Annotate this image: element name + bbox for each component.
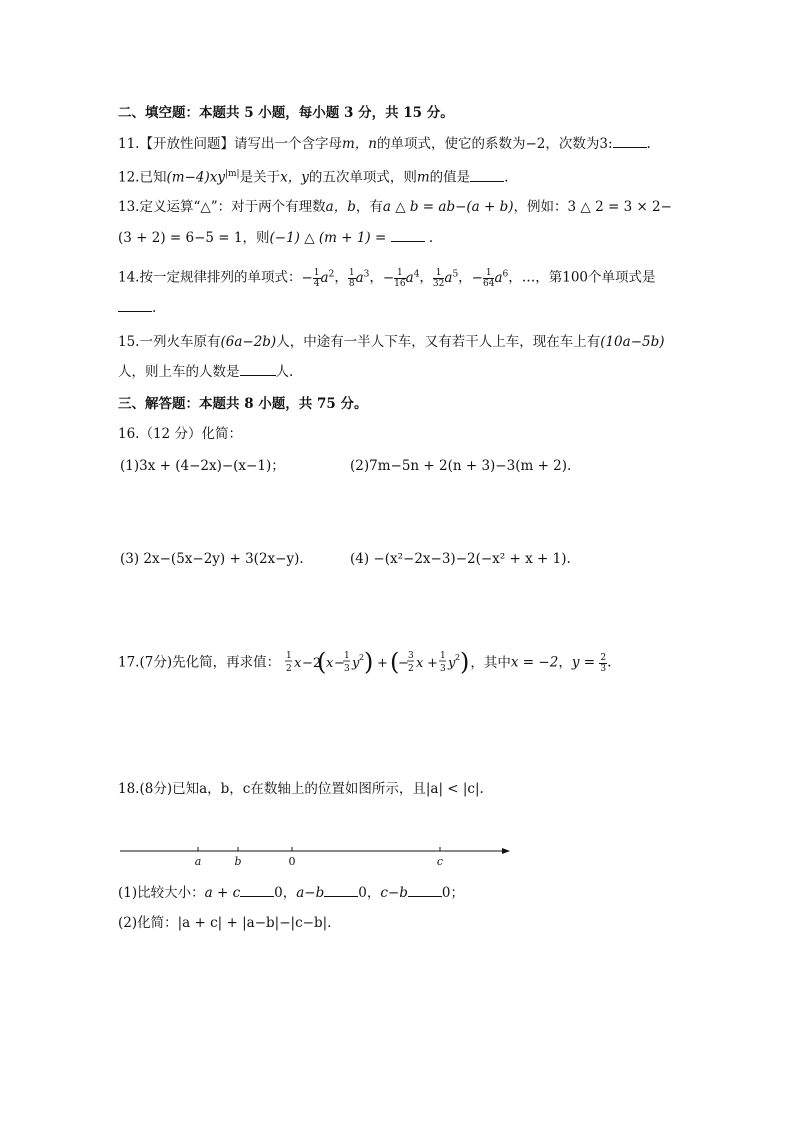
svg-text:2: 2 xyxy=(408,664,415,674)
svg-text:3: 3 xyxy=(344,664,351,674)
svg-text:3: 3 xyxy=(408,651,415,661)
question-16-part2: (2)7m−5n + 2(n + 3)−3(m + 2). xyxy=(350,458,572,474)
monomial-term: − $\frac{1}{4}$ $a^2$ xyxy=(301,267,335,289)
svg-text:3: 3 xyxy=(440,664,447,674)
monomial-term: $\frac{1}{32}$ $a^5$ xyxy=(432,267,459,289)
section2-heading: 二、填空题：本题共 5 小题，每小题 3 分，共 15 分。 xyxy=(118,105,454,121)
question-11: 11.【开放性问题】请写出一个含字母m，n的单项式，使它的系数为−2，次数为3: . xyxy=(118,136,651,152)
svg-text:−: − xyxy=(398,656,410,671)
number-line xyxy=(118,838,518,870)
question-18-part1: (1)比较大小：a + c 0，a−b 0，c−b 0； xyxy=(118,885,464,901)
svg-text:x: x xyxy=(294,656,302,671)
svg-text:): ) xyxy=(460,648,470,676)
svg-text:1: 1 xyxy=(286,651,293,661)
question-16-part4: (4) −(x²−2x−3)−2(−x² + x + 1). xyxy=(350,551,571,567)
monomial-term: − $\frac{1}{16}$ $a^4$ xyxy=(382,267,420,289)
question-16-title: 16.（12 分）化简： xyxy=(118,426,242,442)
question-18-part2: (2)化简：|a + c| + |a−b|−|c−b|. xyxy=(118,915,332,931)
svg-text:x: x xyxy=(416,656,424,671)
svg-text:1: 1 xyxy=(344,651,351,661)
y-value-fraction: $\frac{2}{3}$ xyxy=(600,652,607,674)
svg-text:2: 2 xyxy=(359,653,365,662)
question-16-part3: (3) 2x−(5x−2y) + 3(2x−y). xyxy=(120,551,304,567)
svg-text:2: 2 xyxy=(455,653,461,662)
label-zero: 0 xyxy=(288,855,296,868)
svg-text:+: + xyxy=(427,656,439,671)
answer-blank-15[interactable] xyxy=(240,363,276,376)
section3-heading: 三、解答题：本题共 8 小题，共 75 分。 xyxy=(118,396,368,412)
compare-blank-1[interactable] xyxy=(240,884,274,897)
svg-text:): ) xyxy=(364,648,374,676)
compare-blank-2[interactable] xyxy=(324,884,358,897)
question-15-line1: 15.一列火车原有(6a−2b)人，中途有一半人下车，又有若干人上车，现在车上有(10a−5b) xyxy=(118,334,665,350)
svg-text:y: y xyxy=(448,656,456,671)
question-17: 17.(7分)先化简，再求值： 1 2 x −2 ( x − 1 3 y 2 ) + ( − 3 2 x + 1 3 y 2 ) ，其中x = −2，y = $\frac{2}{3}$ . xyxy=(118,646,611,680)
svg-text:1: 1 xyxy=(440,651,447,661)
svg-text:(: ( xyxy=(317,648,327,676)
question-12: 12.已知$(m-4)xy^{|m|}$是关于x，y的五次单项式，则m的值是 . xyxy=(118,169,509,186)
question-18-title: 18.(8分)已知a，b，c在数轴上的位置如图所示，且|a| < |c|. xyxy=(118,781,484,797)
svg-text:(: ( xyxy=(390,648,400,676)
question-14-line2: . xyxy=(118,299,156,317)
label-c: c xyxy=(436,855,444,868)
svg-text:2: 2 xyxy=(286,664,293,674)
svg-text:−2: −2 xyxy=(302,656,322,671)
answer-blank-12[interactable] xyxy=(470,169,504,182)
svg-text:y: y xyxy=(352,656,360,671)
monomial-sequence: − $\frac{1}{4}$ $a^2$， $\frac{1}{8}$ $a^3$，− $\frac{1}{16}$ $a^4$， $\frac{1}{32}$ $a^5$，− $\frac{1}{64}$ $a^6$ xyxy=(301,267,509,289)
monomial-term: − $\frac{1}{64}$ $a^6$ xyxy=(471,267,509,289)
question-15-line2: 人，则上车的人数是 人. xyxy=(118,364,294,380)
svg-text:x: x xyxy=(326,656,334,671)
question-14: 14.按一定规律排列的单项式：− $\frac{1}{4}$ $a^2$， $\frac{1}{8}$ $a^3$，− $\frac{1}{16}$ $a^4$， $\frac{1}{32}$ $a^5$，− $\frac{1}{64}$ $a^6$，…，第100个单项式是 xyxy=(118,267,656,289)
svg-text:−: − xyxy=(334,656,346,671)
question-13-line1: 13.定义运算“△”：对于两个有理数a，b，有a △ b = ab−(a + b)，例如：3 △ 2 = 3 × 2− xyxy=(118,199,672,215)
compare-blank-3[interactable] xyxy=(408,884,442,897)
label-b: b xyxy=(234,855,242,868)
monomial-term: $\frac{1}{8}$ $a^3$ xyxy=(348,267,370,289)
answer-blank-14[interactable] xyxy=(118,299,152,312)
question-16-part1: (1)3x + (4−2x)−(x−1)； xyxy=(120,458,285,474)
label-a: a xyxy=(194,855,202,868)
number-line-arrow-icon xyxy=(502,848,510,854)
answer-blank-13[interactable] xyxy=(391,229,425,242)
answer-blank-11[interactable] xyxy=(613,135,647,148)
question-13-line2: (3 + 2) = 6−5 = 1，则(−1) △ (m + 1) = . xyxy=(118,230,434,246)
svg-text:+: + xyxy=(377,656,389,671)
